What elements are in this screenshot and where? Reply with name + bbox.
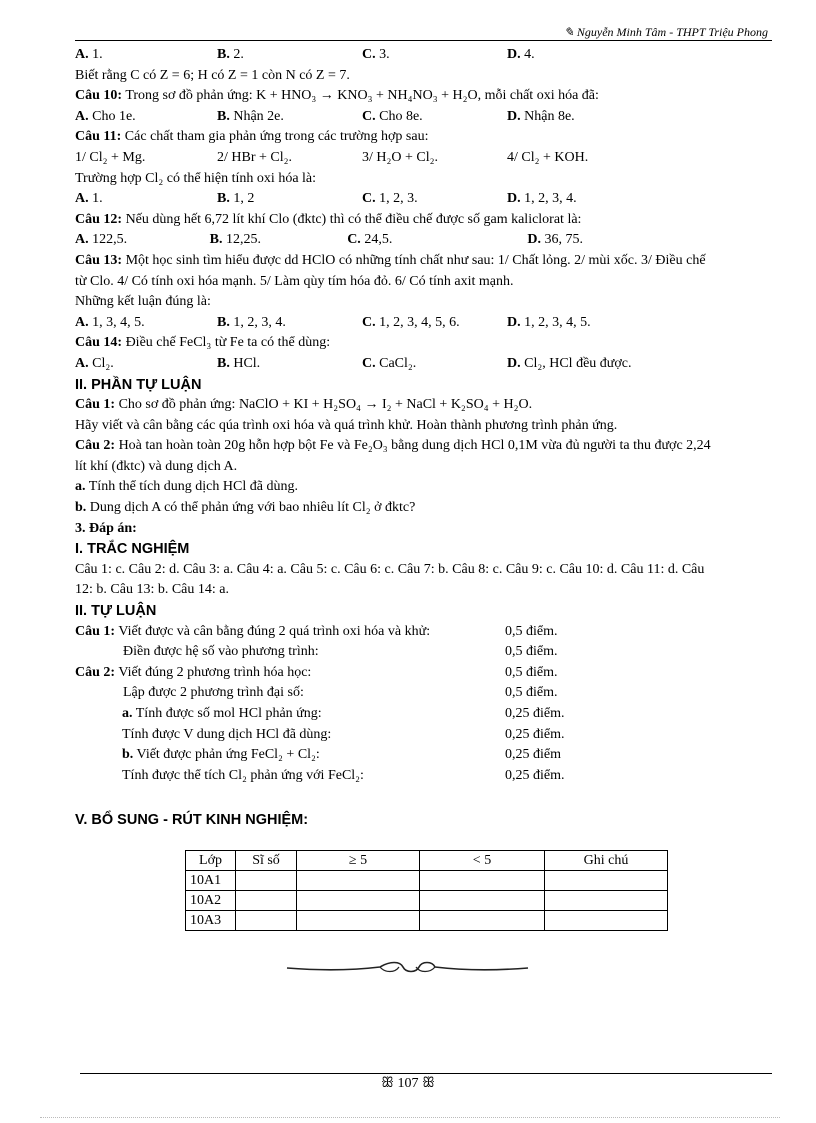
q14-option-d: Cl₂, HCl đều được. xyxy=(524,355,632,371)
q11-case-1: 1/ Cl₂ + Mg. xyxy=(75,149,146,165)
q10-options: A. Cho 1e. B. Nhận 2e. C. Cho 8e. D. Nhận 8e. xyxy=(75,108,575,124)
mc-answers-line2: 12: b. Câu 13: b. Câu 14: a. xyxy=(75,582,229,598)
q10-option-d: Nhận 8e. xyxy=(524,108,575,124)
col-header-class: Lớp xyxy=(186,851,236,871)
class-cell: 10A1 xyxy=(186,871,236,891)
score-points: 0,5 điểm. xyxy=(505,664,558,680)
q12-option-b: 12,25. xyxy=(226,232,262,248)
table-row xyxy=(186,891,668,911)
q10: Câu 10: Trong sơ đồ phản ứng: K + HNO₃ → KNO₃ + NH₄NO₃ + H₂O, mỗi chất oxi hóa đã: xyxy=(75,88,599,104)
q11-option-c: 1, 2, 3. xyxy=(379,191,418,207)
bottom-dotted-border xyxy=(40,1117,780,1118)
score-points: 0,25 điểm. xyxy=(505,726,565,742)
score-row: Lập được 2 phương trình đại số: 0,5 điểm. xyxy=(75,683,755,704)
essay-q2-b: b. Dung dịch A có thể phản ứng với bao nhiêu lít Cl₂ ở đktc? xyxy=(75,500,416,516)
score-points: 0,5 điểm. xyxy=(505,644,558,660)
page-footer xyxy=(0,1076,816,1092)
essay-q1-line2: Hãy viết và cân bằng các qúa trình oxi hóa và quá trình khử. Hoàn thành phương trình phản ứng. xyxy=(75,417,618,433)
class-cell: 10A2 xyxy=(186,891,236,911)
score-points: 0,25 điểm. xyxy=(505,706,565,721)
q10-option-b: Nhận 2e. xyxy=(233,108,284,124)
q14-option-c: CaCl₂. xyxy=(379,355,417,371)
table-row xyxy=(186,911,668,931)
q11-case-4: 4/ Cl₂ + KOH. xyxy=(507,149,589,165)
col-header-pass: ≥ 5 xyxy=(297,851,420,871)
essay-answers-heading: II. TỰ LUẬN xyxy=(75,603,157,620)
q11-cases xyxy=(75,148,755,169)
class-cell: 10A3 xyxy=(186,911,236,931)
decorative-divider-icon xyxy=(285,955,530,979)
score-points: 0,5 điểm. xyxy=(505,623,558,639)
document-body xyxy=(75,45,755,786)
table-row xyxy=(186,871,668,891)
q9-options: A. 1. B. 2. C. 3. D. 4. xyxy=(75,47,535,62)
q11-option-d: 1, 2, 3, 4. xyxy=(524,191,577,207)
atomic-number-note: Biết rằng C có Z = 6; H có Z = 1 còn N có Z = 7. xyxy=(75,67,350,83)
answers-heading: 3. Đáp án: xyxy=(75,520,137,536)
header-rule xyxy=(75,40,772,41)
q12-options: A. 122,5. B. 12,25. C. 24,5. D. 36, 75. xyxy=(75,232,583,248)
q13-question: Những kết luận đúng là: xyxy=(75,294,211,310)
q13-options: A. 1, 3, 4, 5. B. 1, 2, 3, 4. C. 1, 2, 3, 4, 5, 6. D. 1, 2, 3, 4, 5. xyxy=(75,314,591,330)
q13: Câu 13: Một học sinh tìm hiểu được dd HClO có những tính chất như sau: 1/ Chất lỏng. 2/ mùi xốc. 3/ Điều chế xyxy=(75,252,706,268)
footer-rule xyxy=(80,1073,772,1074)
page-header-author: ✎ Nguyễn Minh Tâm - THPT Triệu Phong xyxy=(563,25,768,39)
q14-option-a: Cl₂. xyxy=(92,355,114,371)
score-points: 0,25 điểm. xyxy=(505,767,565,783)
q11-case-2: 2/ HBr + Cl₂. xyxy=(217,149,293,165)
evaluation-table xyxy=(185,850,668,931)
score-row: Câu 2: Viết đúng 2 phương trình hóa học: 0,5 điểm. xyxy=(75,663,755,684)
col-header-fail: < 5 xyxy=(420,851,545,871)
col-header-size: Sĩ số xyxy=(236,851,297,871)
footer-ornament-left-icon: ꕥ xyxy=(381,1076,394,1091)
q11-option-a: 1. xyxy=(92,191,103,207)
essay-q2-line2: lít khí (đktc) và dung dịch A. xyxy=(75,458,238,474)
score-points: 0,25 điểm xyxy=(505,747,561,763)
part2-heading: II. PHẦN TỰ LUẬN xyxy=(75,376,202,393)
q12-option-a: 122,5. xyxy=(92,232,128,248)
q11: Câu 11: Các chất tham gia phản ứng trong các trường hợp sau: xyxy=(75,129,429,145)
page-number: 107 xyxy=(397,1076,419,1091)
q11-options: A. 1. B. 1, 2 C. 1, 2, 3. D. 1, 2, 3, 4. xyxy=(75,191,577,207)
q13-option-c: 1, 2, 3, 4, 5, 6. xyxy=(379,314,460,330)
q14-options: A. Cl₂. B. HCl. C. CaCl₂. D. Cl₂, HCl đều được. xyxy=(75,355,632,371)
q11-option-b: 1, 2 xyxy=(233,191,255,207)
score-row: Tính được V dung dịch HCl đã dùng: 0,25 điểm. xyxy=(75,725,755,746)
q10-option-c: Cho 8e. xyxy=(379,108,423,124)
score-row: a. Tính được số mol HCl phản ứng: 0,25 điểm. xyxy=(75,704,755,725)
essay-q2-a: a. Tính thể tích dung dịch HCl đã dùng. xyxy=(75,479,298,495)
q9-option-a: 1. xyxy=(92,47,103,62)
footer-ornament-right-icon: ꕥ xyxy=(422,1076,435,1091)
q12: Câu 12: Nếu dùng hết 6,72 lít khí Clo (đktc) thì có thể điều chế được số gam kaliclorat là: xyxy=(75,211,582,227)
essay-q2: Câu 2: Hoà tan hoàn toàn 20g hỗn hợp bột Fe và Fe₂O₃ bằng dung dịch HCl 0,1M vừa đủ người ta thu được 2,24 xyxy=(75,438,711,454)
section5-heading: V. BỔ SUNG - RÚT KINH NGHIỆM: xyxy=(75,812,309,828)
q12-option-d: 36, 75. xyxy=(544,232,583,248)
q12-option-c: 24,5. xyxy=(364,232,393,248)
col-header-notes: Ghi chú xyxy=(545,851,668,871)
score-points: 0,5 điểm. xyxy=(505,685,558,701)
q13-line2: từ Clo. 4/ Có tính oxi hóa mạnh. 5/ Làm qùy tím hóa đỏ. 6/ Có tính axit mạnh. xyxy=(75,273,514,289)
mc-answers-line1: Câu 1: c. Câu 2: d. Câu 3: a. Câu 4: a. Câu 5: c. Câu 6: c. Câu 7: b. Câu 8: c. Câu 9: c. Câu 10: d. Câu 11: d. Câu xyxy=(75,561,705,577)
q13-option-b: 1, 2, 3, 4. xyxy=(233,314,286,330)
q14-option-b: HCl. xyxy=(233,355,261,371)
q11-question: Trường hợp Cl₂ có thể hiện tính oxi hóa là: xyxy=(75,170,317,186)
essay-q1: Câu 1: Cho sơ đồ phản ứng: NaClO + KI + H₂SO₄ → I₂ + NaCl + K₂SO₄ + H₂O. xyxy=(75,397,533,413)
q13-option-a: 1, 3, 4, 5. xyxy=(92,314,145,330)
mc-answers-heading: I. TRẮC NGHIỆM xyxy=(75,541,190,558)
score-row: Câu 1: Viết được và cân bằng đúng 2 quá trình oxi hóa và khử: 0,5 điểm. xyxy=(75,622,755,643)
q11-case-3: 3/ H₂O + Cl₂. xyxy=(362,149,438,165)
score-row: Điền được hệ số vào phương trình: 0,5 điểm. xyxy=(75,642,755,663)
score-row: b. Viết được phản ứng FeCl₂ + Cl₂: 0,25 điểm xyxy=(75,745,755,766)
q10-option-a: Cho 1e. xyxy=(92,108,136,124)
q9-option-b: 2. xyxy=(233,47,244,62)
table-header-row xyxy=(186,851,668,871)
q9-option-d: 4. xyxy=(524,47,535,62)
q14: Câu 14: Điều chế FeCl₃ từ Fe ta có thể dùng: xyxy=(75,335,331,351)
q13-option-d: 1, 2, 3, 4, 5. xyxy=(524,314,591,330)
q9-option-c: 3. xyxy=(379,47,390,62)
score-row: Tính được thể tích Cl₂ phản ứng với FeCl₂: 0,25 điểm. xyxy=(75,766,755,787)
